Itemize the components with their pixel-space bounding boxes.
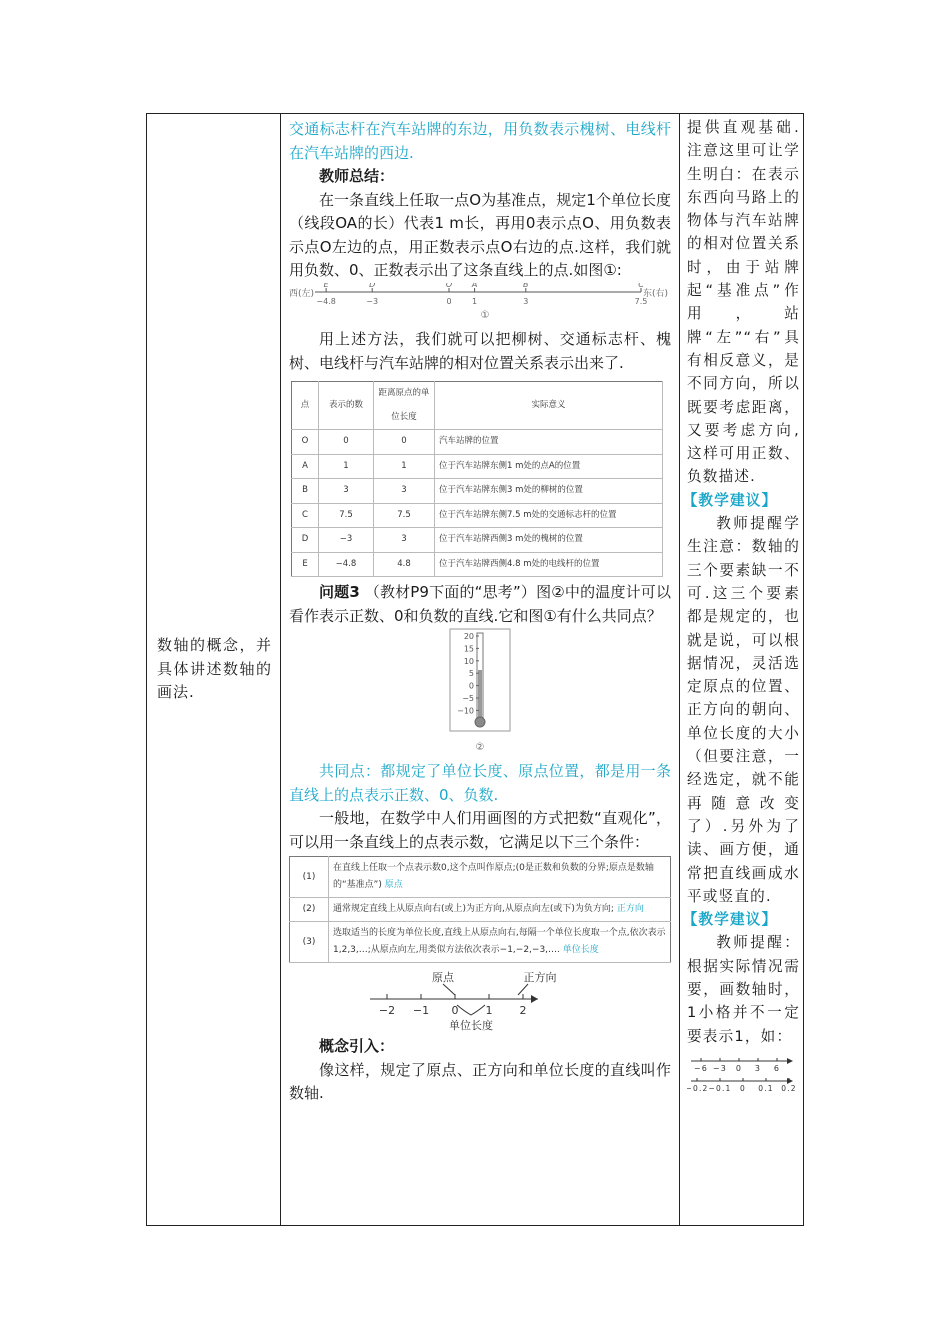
condition-text: 通常规定直线上从原点向右(或上)为正方向,从原点向左(或下)为负方向;	[333, 904, 614, 914]
thermometer-svg	[449, 628, 511, 756]
cell: 位于汽车站牌西侧4.8 m处的电线杆的位置	[435, 552, 663, 577]
point-name: C	[638, 282, 644, 289]
direction-pointer	[518, 984, 528, 995]
question-paragraph	[289, 581, 671, 628]
answer-text: 交通标志杆在汽车站牌的东边，用负数表示槐树、电线杆在汽车站牌的西边.	[289, 120, 671, 162]
thermometer-bulb	[475, 717, 485, 727]
cell: C	[292, 503, 319, 528]
table-row	[292, 430, 663, 455]
axis-1-tick-label: 6	[773, 1063, 781, 1073]
left-column	[147, 114, 280, 1225]
point-name: E	[323, 282, 329, 289]
concept-heading: 概念引入：	[319, 1037, 395, 1055]
axis-2-tick-label: 0.2	[781, 1083, 797, 1093]
point-name: D	[369, 282, 376, 289]
cell: 3	[374, 479, 435, 504]
condition-annotation: 原点	[384, 880, 403, 890]
axis-tick-label: 0	[451, 1004, 459, 1017]
thermo-tick-label: −5	[462, 694, 474, 703]
condition-text: 在直线上任取一个点表示数0,这个点叫作原点;(0是正数和负数的分界;原点是数轴的“基准点”)	[333, 863, 654, 890]
right-column	[680, 114, 805, 1225]
point-value: −4.8	[316, 296, 336, 306]
recommend-heading: 【教学建议】	[682, 911, 778, 929]
unit-brace	[457, 1005, 485, 1015]
axis-tick-label: 2	[519, 1004, 527, 1017]
cell: 位于汽车站牌东侧7.5 m处的交通标志杆的位置	[435, 503, 663, 528]
condition-annotation: 正方向	[616, 904, 644, 914]
recommend-text: 教师提醒：根据实际情况需要，画数轴时，1小格并不一定要表示1，如：	[687, 934, 800, 1045]
thermometer-mercury	[478, 670, 482, 720]
unit-label: 单位长度	[449, 1019, 493, 1032]
cell: 3	[319, 479, 374, 504]
header-cell: 距离原点的单位长度	[374, 382, 435, 430]
axis-tick-label: −2	[378, 1004, 396, 1017]
origin-pointer	[443, 984, 455, 995]
thermo-tick-label: 0	[468, 681, 474, 691]
summary-text: 在一条直线上任取一点O为基准点，规定1个单位长度（线段OA的长）代表1 m长，再用0表示点O、用负数表示点O左边的点，用正数表示点O右边的点.这样，我们就用负数、0、正数表示出了这条直线上的点.如图①:	[289, 190, 671, 279]
condition-text: 选取适当的长度为单位长度,直线上从原点向右,每隔一个单位长度取一个点,依次表示1,2,3,…;从原点向左,用类似方法依次表示−1,−2,−3,….	[333, 928, 666, 955]
axis-2-tick-label: 0.1	[758, 1083, 774, 1093]
cell: 4.8	[374, 552, 435, 577]
header-cell: 点	[292, 382, 319, 430]
summary-heading: 教师总结：	[319, 167, 395, 185]
axis-2-tick-label: −0.1	[708, 1083, 732, 1093]
cell: B	[292, 479, 319, 504]
topic-text: 数轴的概念，并具体讲述数轴的画法.	[157, 636, 272, 701]
table-row	[292, 479, 663, 504]
cell: 汽车站牌的位置	[435, 430, 663, 455]
cell: −4.8	[319, 552, 374, 577]
cell: E	[292, 552, 319, 577]
west-label: 西(左)	[289, 288, 315, 299]
point-value: 7.5	[634, 296, 648, 306]
axis-1-tick-label: −6	[693, 1063, 709, 1073]
notes-text: 提供直观基础.注意这里可让学生明白：在表示东西向马路上的物体与汽车站牌的相对位置关系时，由于站牌起“基准点”作用，站牌“左”“右”具有相反意义，是不同方向，所以既要考虑距离，又要考虑方向,这样可用正数、负数描述.	[687, 119, 800, 486]
question-text: （教材P9下面的“思考”）图②中的温度计可以看作表示正数、0和负数的直线.它和图①有什么共同点？	[289, 583, 671, 625]
cell: 0	[374, 430, 435, 455]
point-value: −3	[366, 296, 379, 306]
condition-number: (1)	[290, 857, 329, 898]
condition-row	[290, 898, 671, 922]
point-name: O	[445, 282, 453, 289]
condition-cell	[329, 922, 671, 963]
conditions-table	[289, 856, 671, 963]
table-header-row	[292, 382, 663, 430]
axis-2-ticks	[687, 1078, 797, 1093]
point-value: 1	[472, 296, 478, 306]
condition-cell	[329, 857, 671, 898]
axis-figure-svg	[360, 969, 600, 1033]
thermo-tick-label: 15	[463, 644, 474, 654]
figure-1-number-line	[289, 283, 671, 321]
point-name: A	[471, 282, 478, 289]
axis-2-tick-label: 0	[740, 1083, 746, 1093]
thermo-ticks	[457, 632, 479, 715]
header-cell: 表示的数	[319, 382, 374, 430]
cell: 1	[319, 454, 374, 479]
cell: 7.5	[374, 503, 435, 528]
table-row	[292, 454, 663, 479]
point-value: 3	[523, 296, 529, 306]
thermo-tick-label: −10	[457, 706, 474, 716]
example-axes	[687, 1052, 797, 1094]
direction-label: 正方向	[523, 971, 557, 984]
lesson-table	[146, 113, 804, 1226]
table-row	[292, 503, 663, 528]
cell: A	[292, 454, 319, 479]
cell: 1	[374, 454, 435, 479]
cell: −3	[319, 528, 374, 553]
condition-annotation: 单位长度	[562, 945, 599, 955]
east-label: 东(右)	[643, 288, 669, 299]
axis-1-tick-label: 0	[735, 1063, 743, 1073]
axis-1-tick-label: 3	[754, 1063, 762, 1073]
condition-row	[290, 857, 671, 898]
cell: D	[292, 528, 319, 553]
cell: 位于汽车站牌东侧1 m处的点A的位置	[435, 454, 663, 479]
axis-tick-label: 1	[485, 1004, 493, 1017]
condition-number: (2)	[290, 898, 329, 922]
cell: O	[292, 430, 319, 455]
condition-cell	[329, 898, 671, 922]
figure-caption: ②	[475, 742, 485, 753]
thermo-tick-label: 5	[468, 669, 474, 679]
axis-ticks	[379, 994, 527, 1017]
axis-2-tick-label: −0.2	[687, 1083, 709, 1093]
recommend-text: 教师提醒学生注意：数轴的三个要素缺一不可.这三个要素都是规定的，也就是说，可以根据情况，灵活选定原点的位置、正方向的朝向、单位长度的大小（但要注意，一经选定，就不能再随意改变了）.另外为了读、画方便，通常把直线画成水平或竖直的.	[687, 515, 800, 905]
table-row	[292, 552, 663, 577]
concept-text: 像这样，规定了原点、正方向和单位长度的直线叫作数轴.	[289, 1060, 671, 1102]
common-text: 共同点：都规定了单位长度、原点位置，都是用一条直线上的点表示正数、0、负数.	[289, 762, 671, 804]
meaning-table	[291, 381, 663, 577]
condition-row	[290, 922, 671, 963]
arrow-head	[531, 995, 538, 1003]
cell: 位于汽车站牌西侧3 m处的槐树的位置	[435, 528, 663, 553]
question-label: 问题3	[319, 583, 360, 601]
thermo-tick-label: 20	[463, 632, 474, 641]
thermometer-figure	[289, 628, 671, 760]
general-text: 一般地，在数学中人们用画图的方式把数“直观化”，可以用一条直线上的点表示数，它满足以下三个条件：	[289, 809, 671, 851]
cell: 7.5	[319, 503, 374, 528]
point-name: B	[523, 282, 529, 289]
method-text: 用上述方法，我们就可以把柳树、交通标志杆、槐树、电线杆与汽车站牌的相对位置关系表示出来了.	[289, 330, 671, 372]
arrow-head	[787, 1058, 793, 1064]
condition-number: (3)	[290, 922, 329, 963]
middle-column	[281, 114, 679, 1225]
header-cell: 实际意义	[435, 382, 663, 430]
point-value: 0	[446, 296, 452, 306]
axis-1-tick-label: −3	[712, 1063, 728, 1073]
figure-caption: ①	[480, 309, 490, 321]
origin-label: 原点	[432, 971, 454, 984]
axis-tick-label: −1	[412, 1004, 430, 1017]
recommend-heading: 【教学建议】	[682, 491, 778, 509]
cell: 3	[374, 528, 435, 553]
axis-1-ticks	[694, 1058, 780, 1073]
thermo-tick-label: 10	[463, 656, 474, 666]
cell: 0	[319, 430, 374, 455]
cell: 位于汽车站牌东侧3 m处的柳树的位置	[435, 479, 663, 504]
table-row	[292, 528, 663, 553]
fig1-points	[316, 283, 647, 306]
axis-figure	[289, 969, 671, 1035]
